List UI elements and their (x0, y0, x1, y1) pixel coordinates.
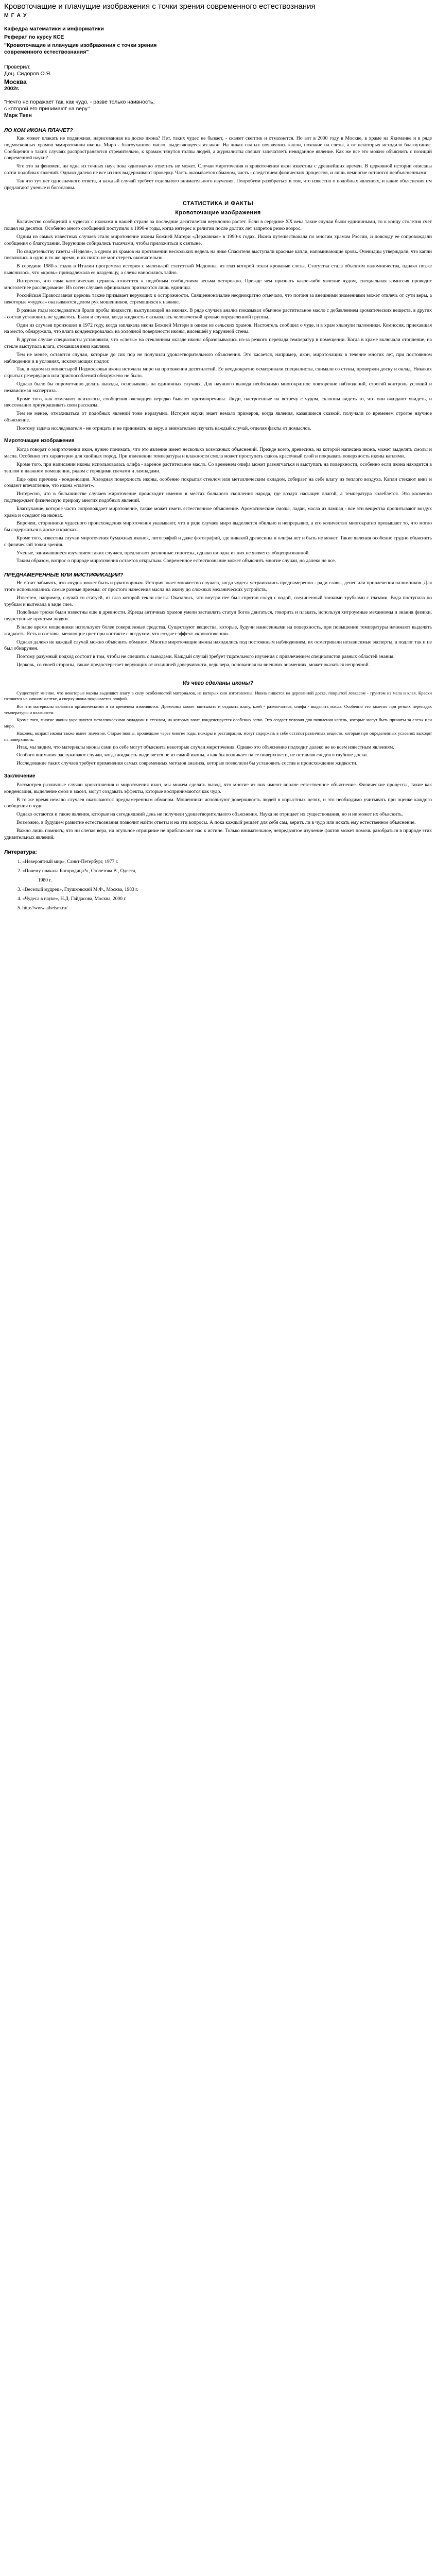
document-title: Кровоточащие и плачущие изображения с точки зрения современного естествознания (4, 2, 316, 11)
section-4-body (4, 580, 432, 669)
section-heading-mystifications: ПРЕДНАМЕРЕННЫЕ ИЛИ МИСТИФИКАЦИИ? (4, 572, 124, 579)
section-5-body (4, 690, 432, 767)
paragraph: Исследование таких случаев требует применения самых современных методов анализа, которые позволили бы установить состав и происхождение жидкости. (16, 760, 358, 767)
paragraph: Подобные трюки были известны еще в древности. Жрецы античных храмов умели заставлять статуи богов двигаться, говорить и плакать, используя хитроумные механизмы и знания физики, недоступные простым людям. (4, 609, 432, 622)
paragraph: Еще одна причина - конденсация. Холодная поверхность иконы, особенно покрытая стеклом или металлическим окладом, собирает на себе влагу из теплого воздуха. Капли стекают вниз и создают впечатление, что икона «плачет». (4, 476, 432, 489)
literature-item: 4. «Чудеса в науке», Н.Д. Гайдасова, Москва, 2000 г. (18, 896, 127, 902)
paragraph: Кроме того, известны случаи мироточения бумажных иконок, литографий и даже фотографий, где никакой древесины и олифы нет и быть не может. Такие явления особенно трудно объяснить с физической точки зрения. (4, 535, 432, 548)
paragraph: Благоухание, которое часто сопровождает мироточение, также может иметь естественное объяснение. Ароматические смолы, ладан, масла из лампад - все эти вещества пропитывают воздух храма и оседают на иконах. (4, 505, 432, 518)
section-heading-icon-weeps: ЛО КОМ ИКОНА ПЛАЧЕТ? (4, 127, 73, 133)
paragraph: В середине 1980-х годов в Италии прогремела история с маленькой статуэткой Мадонны, из глаз которой текли кровавые слезы. Статуэтка стала объектом паломничества, однако позже выяснилось, что «кровь» принадлежала ее владельцу, а слезы наносились тайно. (4, 263, 432, 276)
paragraph: Интересно, что в большинстве случаев мироточение происходит именно в местах большого скопления народа, где воздух насыщен влагой, а температура колеблется. Это косвенно подтверждает физическую природу многих подобных явлений. (4, 491, 432, 504)
paragraph: Кроме того, многие иконы украшаются металлическими окладами и стеклом, на которых влага конденсируется особенно легко. Это создает условия для появления капель, которые могут быть приняты за слезы или миро. (4, 717, 432, 728)
paragraph: Все эти материалы являются органическими и со временем изменяются. Древесина может впитывать и отдавать влагу, клей - размягчаться, олифа - выделять масла. Особенно это заметно при резких перепадах температуры и влажности. (4, 703, 432, 715)
paragraph: Однако остаются и такие явления, которые на сегодняшний день не получили удовлетворительного объяснения. Наука не отрицает их существования, но и не может их объяснить. (16, 811, 403, 818)
paragraph: Кроме того, как отмечают психологи, сообщения очевидцев нередко бывают противоречивы. Люди, настроенные на встречу с чудом, склонны видеть то, что они ожидают увидеть, и неосознанно приукрашивать свои рассказы. (4, 396, 432, 409)
literature-item-link[interactable]: 5. http://www.atheism.ru/ (18, 906, 68, 911)
section-heading-statistics: СТАТИСТИКА И ФАКТЫ (182, 200, 254, 207)
literature-list (4, 858, 432, 912)
institution-abbr: М Г А У (4, 12, 27, 19)
section-heading-icon-materials: Из чего сделаны иконы? (182, 680, 254, 686)
paragraph: В то же время немало случаев оказываются преднамеренным обманом. Мошенники используют доверчивость людей в корыстных целях, и это необходимо учитывать при оценке каждого сообщения о чуде. (4, 796, 432, 809)
epigraph-author: Марк Твен (4, 112, 32, 118)
paragraph: Рассмотрев различные случаи кровоточения и мироточения икон, мы можем сделать вывод, что многие из них имеют вполне естественное объяснение. Физические процессы, такие как конденсация, выделение смол и масел, могут создавать эффекты, которые воспринимаются как чудо. (4, 782, 432, 794)
paragraph: Количество сообщений о чудесах с иконами в нашей стране за последние десятилетия неуклонно растет. Если в середине XX века такие случаи были единичными, то к концу столетия счет пошел на десятки. Особенно много сообщений поступило в 1990-е годы, когда интерес к религии после долгих лет запретов резко возрос. (4, 219, 432, 232)
paragraph: Так что тут нет однозначного ответа, и каждый случай требует отдельного внимательного изучения. Попробуем разобраться в том, что известно о подобных явлениях, и какие объяснения им предлагают ученые и богословы. (4, 178, 432, 191)
paragraph: Важно лишь помнить, что ни слепая вера, ни огульное отрицание не приближают нас к истине. Только внимательное, непредвзятое изучение фактов может помочь разобраться в природе этих удивительных явлений. (4, 827, 432, 840)
reviewer-name: Доц. Сидоров О.Я. (4, 71, 52, 77)
epigraph (4, 99, 432, 119)
report-label: Реферат по курсу КСЕ (4, 34, 64, 40)
paragraph: Так, в одном из монастырей Подмосковья икона источала миро на протяжении десятилетий. Ее неоднократно осматривали специалисты, снимали со стены, проверяли доску и оклад. Никаких скрытых резервуаров или приспособлений обнаружено не было. (4, 366, 432, 379)
department-name: Кафедра математики и информатики (4, 26, 104, 32)
paragraph: Один из случаев произошел в 1972 году, когда заплакала икона Божией Матери в одном из сельских храмов. Настоятель сообщил о чуде, и в храм хлынули паломники. Комиссия, приехавшая на место, обнаружила, что влага конденсировалась на холодной поверхности иконы, висевшей у наружной стены. (4, 322, 432, 335)
paragraph: Итак, мы видим, что материалы иконы сами по себе могут объяснить некоторые случаи мироточения. Однако это объяснение подходит далеко не ко всем известным явлениям. (16, 744, 394, 750)
subheading-bleeding-images: Кровоточащие изображения (175, 210, 261, 216)
paragraph: Однако далеко не каждый случай можно объяснить обманом. Многие мироточащие иконы находились под постоянным наблюдением, их осматривали независимые эксперты, а подлог так и не был обнаружен. (4, 639, 432, 652)
paragraph: Кроме того, при написании иконы использовалась олифа - вареное растительное масло. Со временем олифа может размягчаться и выступать на поверхности, особенно если икона находится в теплом и влажном помещении, рядом с горящими свечами и лампадами. (4, 462, 432, 474)
literature-item: 1980 г. (38, 878, 52, 884)
paragraph: Как может плакать не подвижная, нарисованная на доске икона? Нет, таких чудес не бывает, - скажет скептик и отмахнется. Но вот в 2000 году в Москве, в храме на Якиманке и в ряде подмосковных храмов замироточили иконы. Миро - благоуханное масло, выделяющееся из икон. На ликах святых появлялись капли, похожие на слезы, а от некоторых исходило благоухание. Сообщения о таких случаях распространяются стремительно, к храмам тянутся толпы людей, а журналисты спешат запечатлеть невиданное явление. Как же все это можно объяснить с позиций современной науки? (4, 135, 432, 161)
document-page (0, 0, 436, 912)
paragraph: Наконец, возраст иконы также имеет значение. Старые иконы, прошедшие через многие годы, пожары и реставрации, могут содержать в себе остатки различных веществ, которые при определенных условиях выходят на поверхность. (4, 731, 432, 742)
city-name: Москва (4, 78, 27, 86)
literature-heading: Литература: (4, 849, 37, 856)
section-heading-conclusion: Заключение (4, 773, 36, 779)
epigraph-line-1: "Нечто не поражает так, как чудо, - разве только наивность, (4, 99, 155, 105)
paragraph: Известен, например, случай со статуей, из глаз которой текли слезы. Оказалось, что внутри нее был спрятан сосуд с водой, соединенный тонкими трубками с глазами. Вода поступала по трубкам и вытекала в виде слез. (4, 595, 432, 607)
paragraph: Церковь, со своей стороны, также предостерегает верующих от излишней доверчивости, ведь вера, основанная на внешних знамениях, может оказаться непрочной. (16, 662, 370, 668)
checked-label: Проверил: (4, 64, 31, 70)
paragraph: Когда говорят о мироточении икон, нужно понимать, что это явление имеет несколько возможных объяснений. Прежде всего, древесина, на которой написана икона, может выделять смолы и масла. Особенно это характерно для хвойных пород. При изменении температуры и влажности смола может проступать сквозь красочный слой и покрывать поверхность иконы каплями. (4, 447, 432, 460)
paragraph: Ученые, занимавшиеся изучением таких случаев, предлагают различные гипотезы, однако ни одна из них не является общепризнанной. (16, 550, 310, 556)
report-title: "Кровоточащие и плачущие изображения с точки зрения современного естествознания" (4, 42, 157, 55)
literature-item: 3. «Веселый мудрец», Глушковский М.Ф., Москва, 1983 г. (18, 887, 138, 893)
paragraph: Тем не менее, отмахиваться от подобных явлений тоже неразумно. История науки знает немало примеров, когда явления, казавшиеся сказкой, получали со временем строгое научное объяснение. (4, 411, 432, 423)
section-6-body (4, 782, 432, 841)
paragraph: Что это за феномен, ни одна из точных наук пока однозначно ответить не может. Случаи мироточения и кровоточения икон известны с древнейших времен. В церковной истории описаны сотни подобных явлений. Однако далеко не все из них выдерживают проверку. Часть оказывается обманом, часть - следствием физических процессов, и лишь немногие остаются необъясненными. (4, 163, 432, 176)
paragraph: Однако было бы опрометчиво делать выводы, основываясь на единичных случаях. Для научного вывода необходимо многократное повторение наблюдений, строгий контроль условий и независимая экспертиза. (4, 381, 432, 394)
literature-item: 1. «Невероятный мир», Санкт-Петербург, 1977 г. (18, 859, 118, 865)
section-2-body (4, 219, 432, 432)
paragraph: Таким образом, вопрос о природе мироточения остается открытым. Современное естествознание может объяснить многие случаи, но далеко не все. (16, 558, 336, 564)
paragraph: По свидетельству газеты «Неделя», в одном из храмов на протяжении нескольких недель на лике Спасителя выступали красные капли, напоминающие кровь. Очевидцы утверждали, что капли появлялись в одно и то же время, и их никто не мог стереть окончательно. (4, 248, 432, 261)
paragraph: В другом случае специалисты установили, что «слезы» на стеклянном окладе иконы образовывались из-за резкого перепада температур в помещении. Когда в храме включали отопление, на стекле выступала влага, стекавшая вниз каплями. (4, 337, 432, 349)
paragraph: Особого внимания заслуживают случаи, когда жидкость выделяется не из самой иконы, а как бы возникает на ее поверхности, не оставляя следов в глубине доски. (16, 752, 368, 758)
paragraph: Одним из самых известных случаев стало мироточение иконы Божией Матери «Державная» в 1990-х годах. Икона путешествовала по многим храмам России, и повсюду ее сопровождали сообщения о благоухании. Верующие собирались тысячами, чтобы приложиться к святыне. (4, 233, 432, 246)
section-1-body (4, 135, 432, 191)
year: 2002г. (4, 86, 20, 92)
paragraph: Тем не менее, остаются случаи, которые до сих пор не получили удовлетворительного объяснения. Это касается, например, икон, мироточащих в течение многих лет, при постоянном наблюдении и в условиях, исключающих подлог. (4, 351, 432, 364)
paragraph: Не стоит забывать, что «чудо» может быть и рукотворным. История знает множество случаев, когда чудеса устраивались преднамеренно - ради славы, денег или привлечения паломников. Для этого использовались самые разные приемы: от простого нанесения масла на икону до сложных механических устройств. (4, 580, 432, 593)
paragraph: В разные годы исследователи брали пробы жидкости, выступающей на иконах. В ряде случаев анализ показывал обычное растительное масло с добавлением ароматических веществ, в других - состав установить не удавалось. Были и случаи, когда жидкость оказывалась человеческой кровью определенной группы. (4, 307, 432, 320)
paragraph: Впрочем, сторонники чудесного происхождения мироточения указывают, что в ряде случаев миро выделяется обильно и непрерывно, а его количество многократно превышает то, что могло бы содержаться в доске и красках. (4, 520, 432, 533)
paragraph: В наше время мошенники используют более совершенные средства. Существуют вещества, которые, будучи нанесенными на поверхность, при повышении температуры начинают выделять жидкость. Есть и составы, меняющие цвет при контакте с воздухом, что создает эффект «кровоточения». (4, 624, 432, 637)
section-3-body (4, 447, 432, 565)
subheading-myrrh-images: Мироточащие изображения (4, 438, 75, 444)
paragraph: Интересно, что сама католическая церковь относится к подобным сообщениям весьма осторожно. Прежде чем признать какое-либо явление чудом, специальная комиссия проводит многолетнее расследование. Из сотен случаев официально признаются лишь единицы. (4, 278, 432, 291)
paragraph: Существует мнение, что некоторые иконы выделяют влагу в силу особенностей материалов, из которых они изготовлены. Икона пишется на деревянной доске, покрытой левкасом - грунтом из мела и клея. Краски готовятся на яичном желтке, а сверху икона покрывается олифой. (4, 690, 432, 702)
literature-item: 2. «Почему плакала Богородица?», Столетова В., Одесса, (18, 869, 136, 874)
paragraph: Поэтому задача исследователя - не отрицать и не принимать на веру, а внимательно изучать каждый случай, отделяя факты от домыслов. (16, 425, 311, 431)
paragraph: Поэтому разумный подход состоит в том, чтобы не спешить с выводами. Каждый случай требует тщательного изучения с привлечением специалистов разных областей знания. (16, 654, 395, 660)
epigraph-line-2: с которой его принимают на веру." (4, 106, 91, 112)
paragraph: Российская Православная церковь также призывает верующих к осторожности. Священноначалие неоднократно отмечало, что погоня за внешними знамениями может отвлечь от сути веры, а некоторые «чудеса» оказываются делом рук мошенников, стремящихся к наживе. (4, 293, 432, 306)
paragraph: Возможно, в будущем развитие естествознания позволит найти ответы и на эти вопросы. А пока каждый решает для себя сам, верить ли в чудо или искать ему естественное объяснение. (16, 819, 416, 825)
